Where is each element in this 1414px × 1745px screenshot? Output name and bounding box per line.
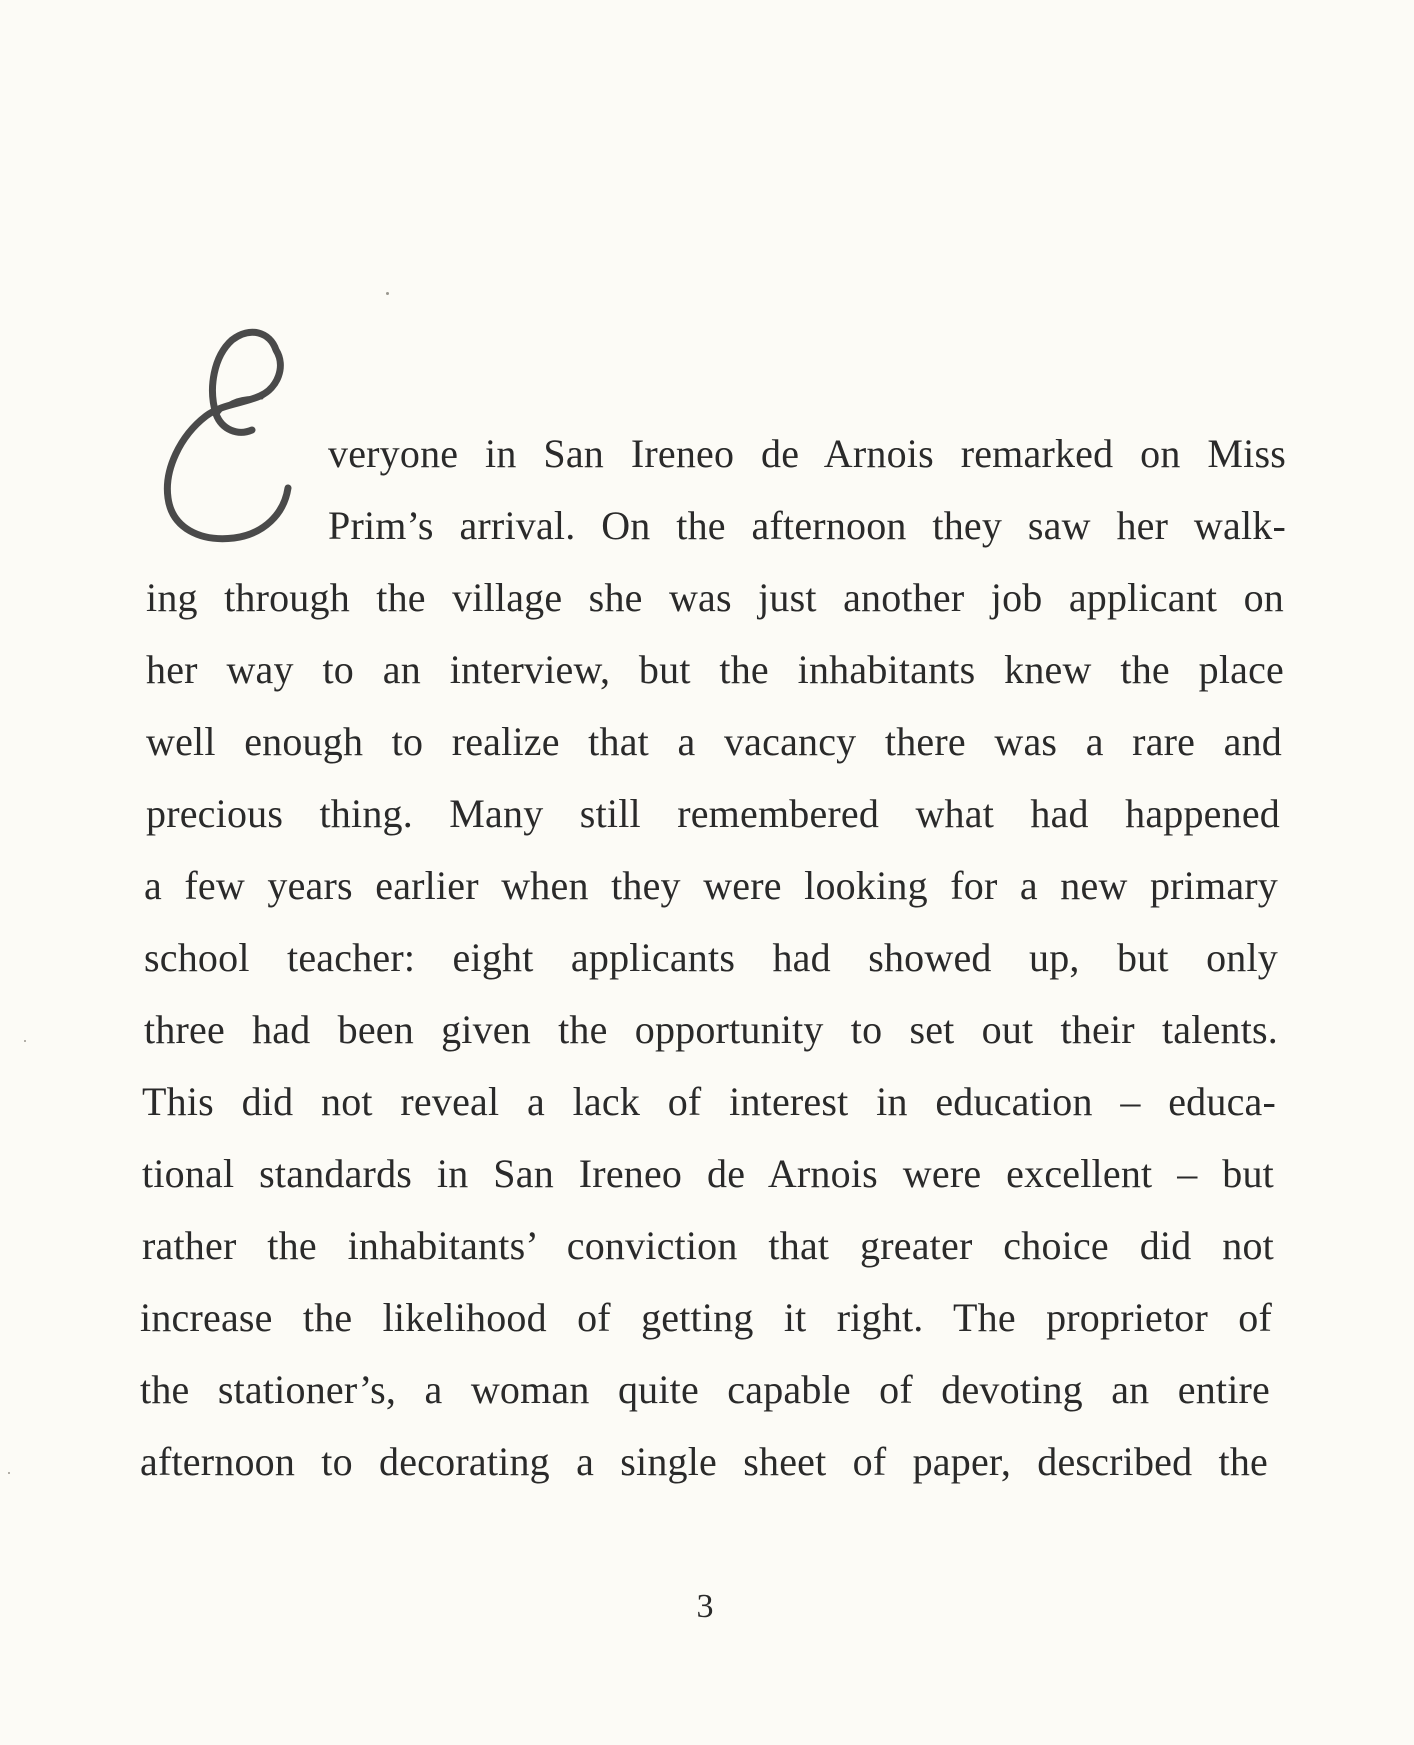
text-line-6: precious thing. Many still remembered what had happened	[146, 791, 1280, 836]
text-line-14: the stationer’s, a woman quite capable of devoting an entire	[140, 1367, 1270, 1412]
text-line-9: three had been given the opportunity to set out their talents.	[144, 1007, 1278, 1052]
text-line-13: increase the likelihood of getting it right. The proprietor of	[140, 1295, 1272, 1340]
text-line-3: ing through the village she was just another job applicant on	[146, 575, 1284, 620]
text-line-10: This did not reveal a lack of interest in education – educa-	[142, 1079, 1276, 1124]
paper-speck	[386, 292, 389, 295]
paper-speck	[24, 1040, 26, 1042]
text-line-2: Prim’s arrival. On the afternoon they saw her walk-	[328, 503, 1286, 548]
text-line-5: well enough to realize that a vacancy there was a rare and	[146, 719, 1282, 764]
paper-speck	[8, 1472, 10, 1474]
text-line-15: afternoon to decorating a single sheet of paper, described the	[140, 1439, 1268, 1484]
text-line-1: veryone in San Ireneo de Arnois remarked on Miss	[328, 431, 1286, 476]
text-line-11: tional standards in San Ireneo de Arnois were excellent – but	[142, 1151, 1274, 1196]
text-line-8: school teacher: eight applicants had showed up, but only	[144, 935, 1278, 980]
page-number: 3	[696, 1588, 714, 1625]
text-line-12: rather the inhabitants’ conviction that greater choice did not	[142, 1223, 1274, 1268]
text-line-4: her way to an interview, but the inhabitants knew the place	[146, 647, 1284, 692]
text-line-7: a few years earlier when they were looking for a new primary	[144, 863, 1278, 908]
